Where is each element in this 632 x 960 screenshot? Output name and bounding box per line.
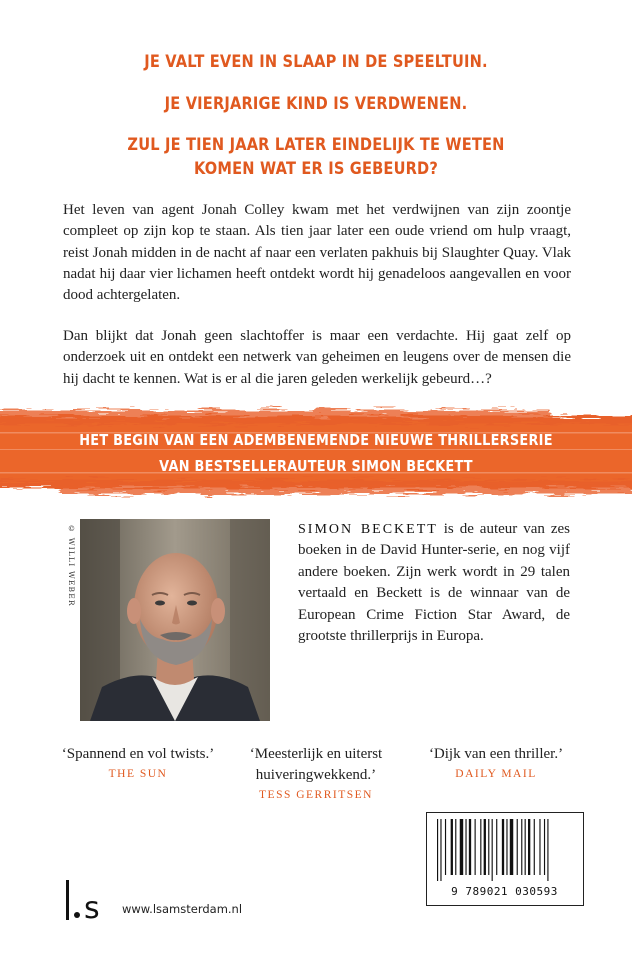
publisher-logo xyxy=(64,878,114,922)
barcode-bar xyxy=(521,819,522,875)
tagline-line-3a: ZUL JE TIEN JAAR LATER EINDELIJK TE WETEN xyxy=(127,135,505,155)
barcode-bar xyxy=(517,819,518,875)
barcode-bar xyxy=(492,819,493,881)
barcode-bar xyxy=(528,819,530,875)
barcode-bar xyxy=(484,819,486,875)
review-quote-text: ‘Meesterlijk en uiterst huiveringwekkend.’ xyxy=(249,746,383,783)
series-banner xyxy=(0,402,632,502)
review-quote-source: THE SUN xyxy=(108,768,168,780)
blurb-paragraph-2: Dan blijkt dat Jonah geen slachtoffer is maar een verdachte. Hij gaat zelf op onderzoek uit en ontdekt een netwerk van geheimen en leugens over de mensen die hij dacht te kennen. Wat is er al die jaren geleden werkelijk gebeurd…? xyxy=(63,328,571,387)
barcode-bar xyxy=(460,819,463,875)
publisher-website: www.lsamsterdam.nl xyxy=(122,902,243,916)
barcode-bar xyxy=(445,819,446,875)
tagline-line-2: JE VIERJARIGE KIND IS VERDWENEN. xyxy=(164,94,468,114)
barcode-bar xyxy=(506,819,507,875)
review-quote-source: TESS GERRITSEN xyxy=(259,789,373,801)
review-quote-text: ‘Dijk van een thriller.’ xyxy=(428,746,564,762)
tagline-line-3 xyxy=(79,133,554,181)
barcode-bar xyxy=(440,819,441,881)
barcode-bar xyxy=(525,819,526,875)
review-quote-source: DAILY MAIL xyxy=(455,768,537,780)
barcode-bar xyxy=(510,819,513,875)
barcode-bar xyxy=(451,819,453,875)
barcode-bar xyxy=(437,819,438,881)
barcode-bar xyxy=(502,819,504,875)
barcode-bar xyxy=(544,819,545,875)
author-bio xyxy=(298,519,570,647)
review-quote xyxy=(52,744,224,780)
barcode-bar xyxy=(480,819,481,875)
tagline-line-1: JE VALT EVEN IN SLAAP IN DE SPEELTUIN. xyxy=(144,52,488,72)
banner-line-2: VAN BESTSELLERAUTEUR SIMON BECKETT xyxy=(159,457,473,475)
isbn-barcode xyxy=(426,812,584,906)
blurb-paragraph-1: Het leven van agent Jonah Colley kwam met het verdwijnen van zijn zoontje compleet op zijn kop te staan. Als tien jaar later een oude vriend om hulp vraagt, reist Jonah midden in de nacht af naar een verlaten pakhuis bij Slaughter Quay. Vlak nadat hij daar vier lichamen heeft ontdekt wordt hij genadeloos aangevallen en voor dood achtergelaten. xyxy=(63,202,571,304)
review-quote xyxy=(218,744,414,801)
brush-stroke-graphic xyxy=(0,402,632,502)
author-photo xyxy=(80,519,270,721)
barcode-bar xyxy=(496,819,497,875)
barcode-bars xyxy=(435,819,575,881)
barcode-bar xyxy=(465,819,466,875)
barcode-bar xyxy=(534,819,535,875)
photo-credit: © WILLI WEBER xyxy=(67,524,76,607)
author-bio-text: is de auteur van zes boeken in de David Hunter-serie, en nog vijf andere boeken. Zijn werk wordt in 29 talen vertaald en Beckett is de winnaar van de European Crime Fiction Star Award, de grootste thrillerprijs in Europa. xyxy=(298,521,570,645)
barcode-bar xyxy=(455,819,456,875)
barcode-bar xyxy=(539,819,540,875)
barcode-bar xyxy=(469,819,471,875)
review-quote-text: ‘Spannend en vol twists.’ xyxy=(61,746,215,762)
banner-line-1: HET BEGIN VAN EEN ADEMBENEMENDE NIEUWE THRILLERSERIE xyxy=(79,431,553,449)
review-quote xyxy=(410,744,582,780)
svg-text:s: s xyxy=(84,891,100,922)
barcode-bar xyxy=(475,819,476,875)
isbn-number: 9 789021 030593 xyxy=(451,885,558,898)
tagline-line-3b: KOMEN WAT ER IS GEBEURD? xyxy=(193,159,439,179)
barcode-bar xyxy=(488,819,489,875)
author-name: SIMON BECKETT xyxy=(298,522,438,537)
barcode-bar xyxy=(547,819,548,881)
